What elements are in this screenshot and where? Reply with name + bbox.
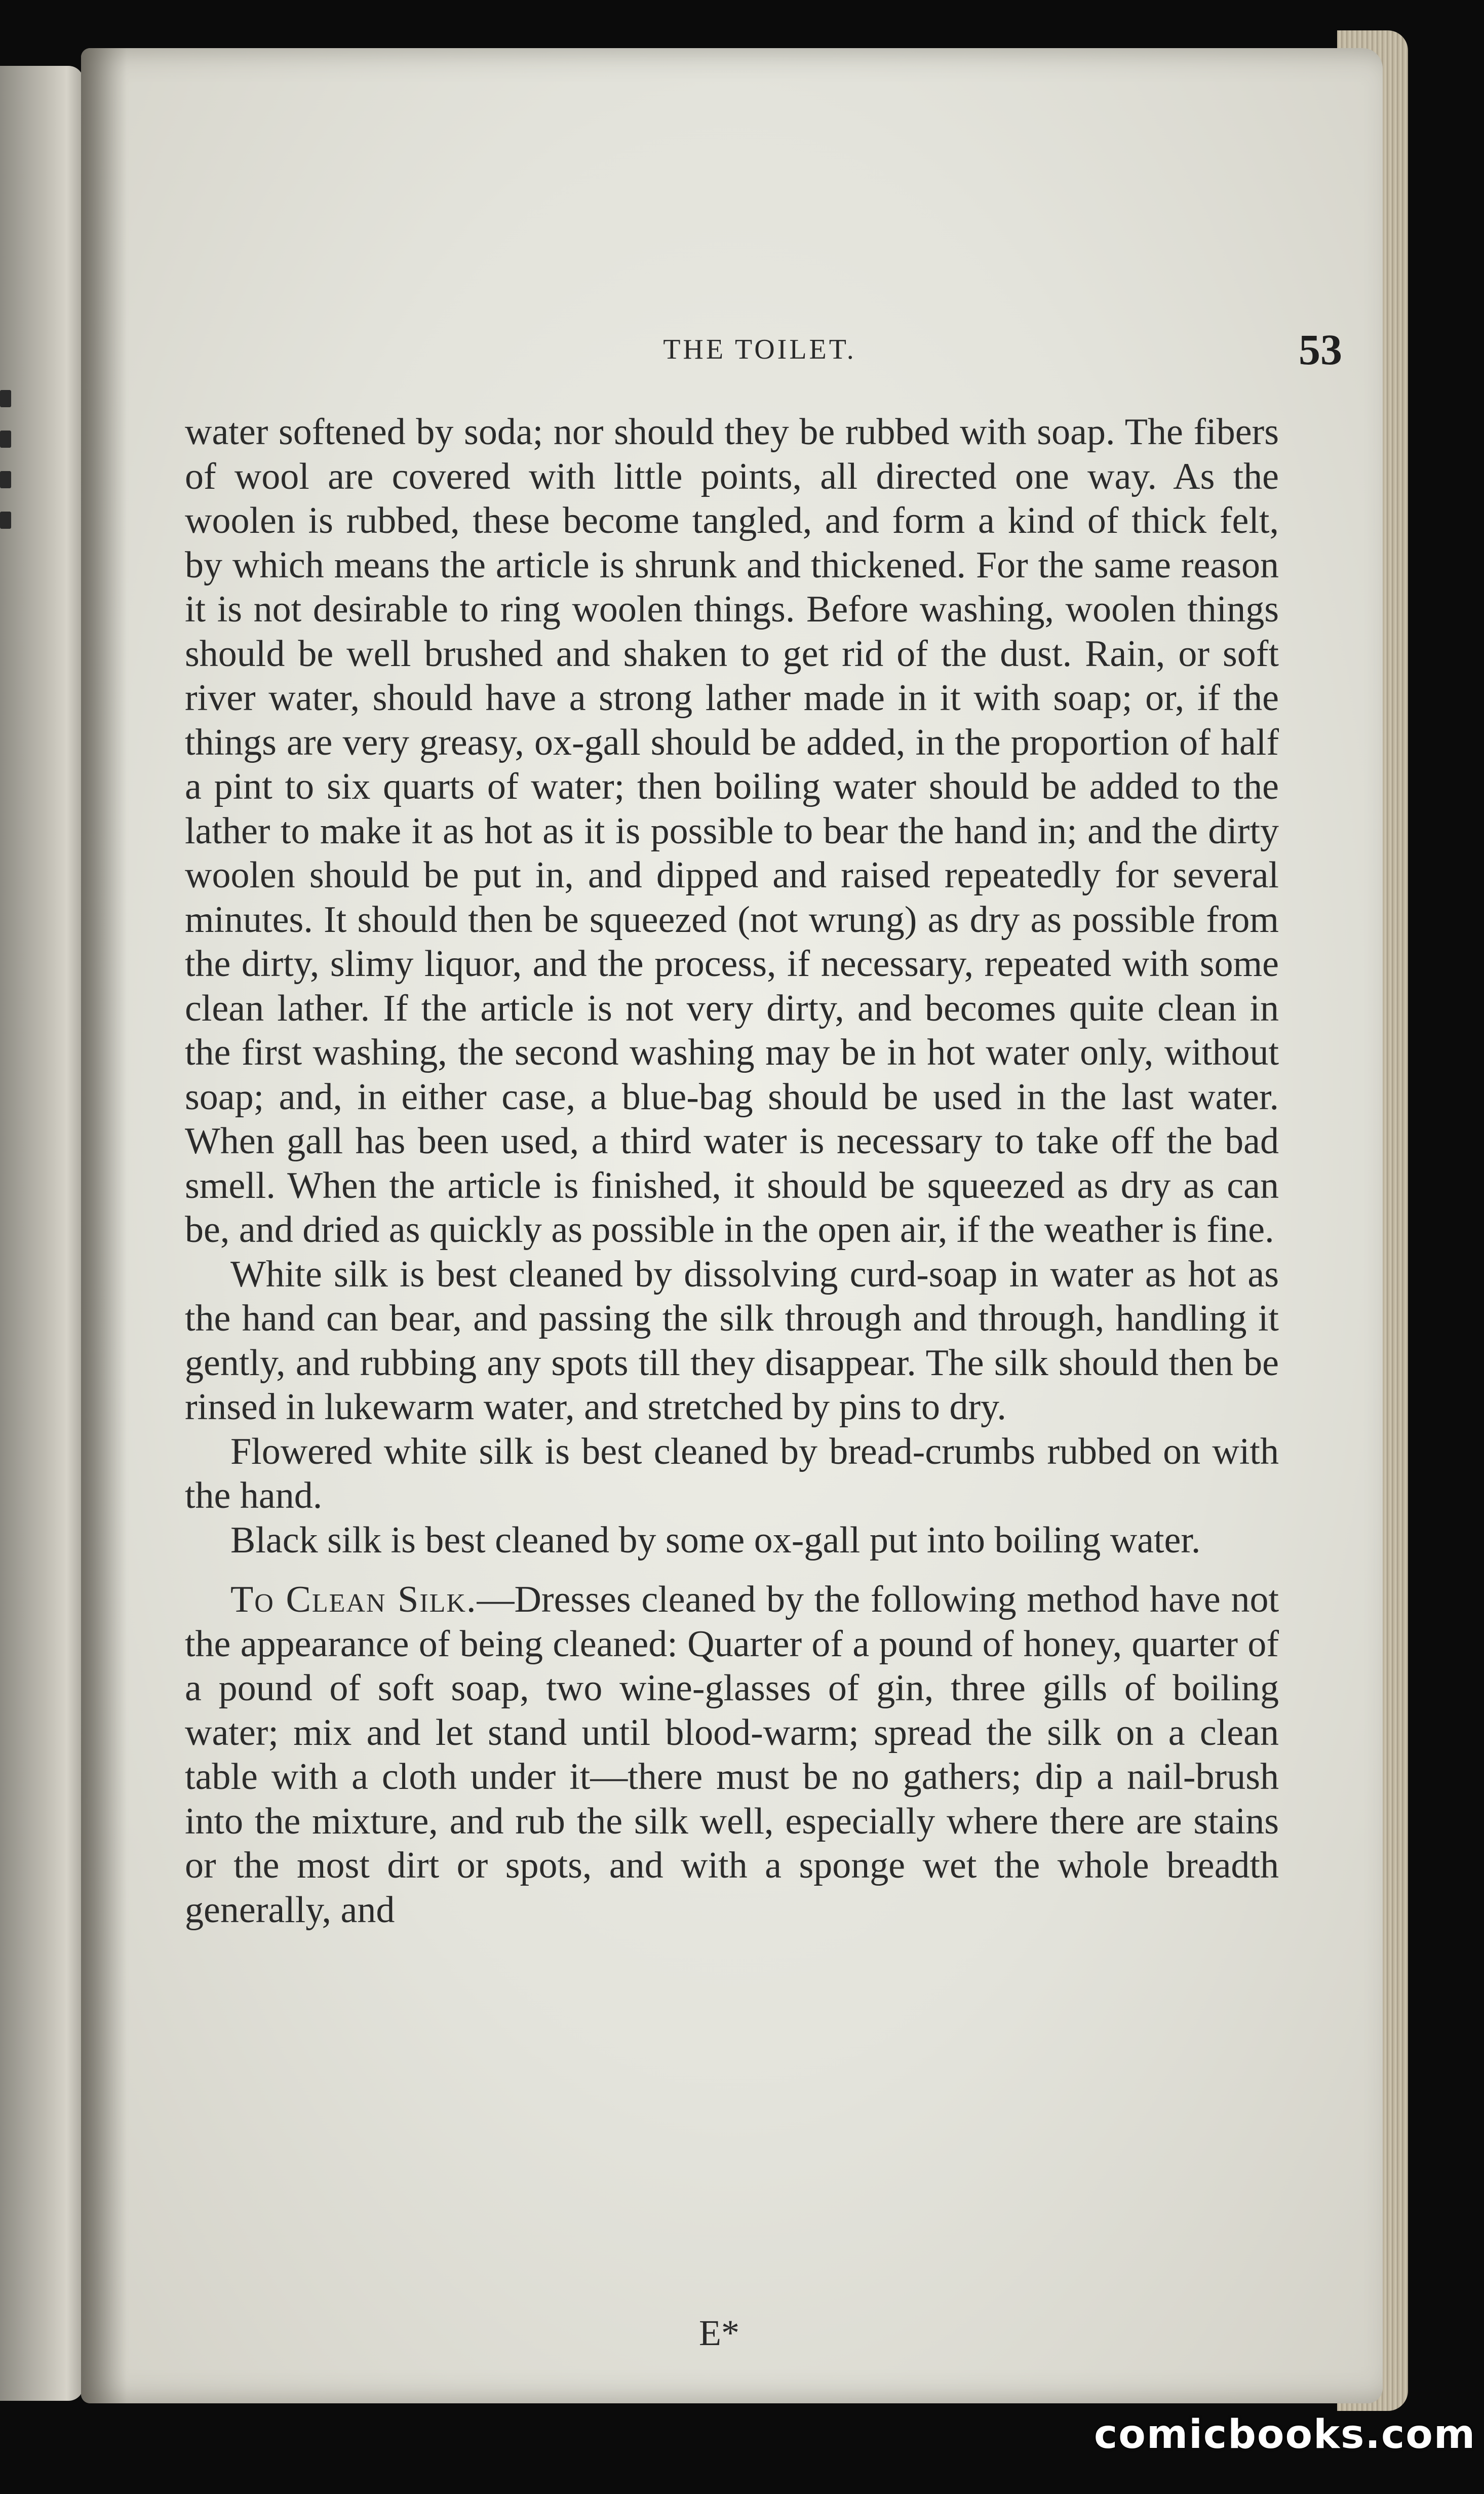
paragraph-woolen-washing: water softened by soda; nor should they be rubbed with soap. The fibers of wool are covered with little points, all directed one way. As the woolen is rubbed, these become tangled, and form a kind of thick felt, by which means the article is shrunk and thickened. For the same reason it is not desirable to ring woolen things. Before washing, woolen things should be well brushed and shaken to get rid of the dust. Rain, or soft river water, should have a strong lather made in it with soap; or, if the things are very greasy, ox-gall should be added, in the proportion of half a pint to six quarts of water; then boiling water should be added to the lather to make it as hot as it is possible to bear the hand in; and the dirty woolen should be put in, and dipped and raised repeatedly for several minutes. It should then be squeezed (not wrung) as dry as possible from the dirty, slimy liquor, and the process, if necessary, repeated with some clean lather. If the article is not very dirty, and becomes quite clean in the first washing, the second washing may be in hot water only, without soap; and, in either case, a blue-bag should be used in the last water. When gall has been used, a third water is necessary to take off the bad smell. When the article is finished, it should be squeezed as dry as can be, and dried as quickly as possible in the open air, if the weather is fine.: [185, 411, 1279, 1251]
facing-page-text-fragment: [0, 471, 11, 488]
section-text: —Dresses cleaned by the following method have not the appearance of being cleaned: Quarter of a pound of honey, quarter of a pound of soft soap, two wine-glasses of gin, three gills of boiling water; mix and let stand until blood-warm; spread the silk on a clean table with a cloth under it—there must be no gathers; dip a nail-brush into the mixture, and rub the silk well, especially where there are stains or the most dirt or spots, and with a sponge wet the whole breadth generally, and: [185, 1579, 1279, 1931]
section-heading: To Clean Silk.: [230, 1579, 477, 1620]
paragraph-black-silk: Black silk is best cleaned by some ox-gall put into boiling water.: [230, 1519, 1201, 1561]
facing-page-text-fragment: [0, 512, 11, 529]
facing-page-text-fragment: [0, 431, 11, 448]
signature-mark: E*: [699, 2313, 739, 2353]
running-title: THE TOILET.: [663, 334, 856, 365]
page-number: 53: [1299, 325, 1342, 374]
paragraph-white-silk: White silk is best cleaned by dissolving curd-soap in water as hot as the hand can bear, and passing the silk through and through, handling it gently, and rubbing any spots till they disappear. The silk should then be rinsed in lukewarm water, and stretched by pins to dry.: [185, 1253, 1279, 1428]
paragraph-flowered-silk: Flowered white silk is best cleaned by bread-crumbs rubbed on with the hand.: [185, 1430, 1279, 1516]
body-text: [185, 410, 1279, 1932]
gutter-shadow: [81, 48, 127, 2403]
facing-page-edge: [0, 66, 84, 2401]
running-head: [81, 325, 1383, 374]
facing-page-text-fragment: [0, 390, 11, 407]
watermark: comicbooks.com: [1094, 2412, 1476, 2458]
paragraph-to-clean-silk: [185, 1578, 1279, 1932]
book-page: [81, 48, 1383, 2403]
